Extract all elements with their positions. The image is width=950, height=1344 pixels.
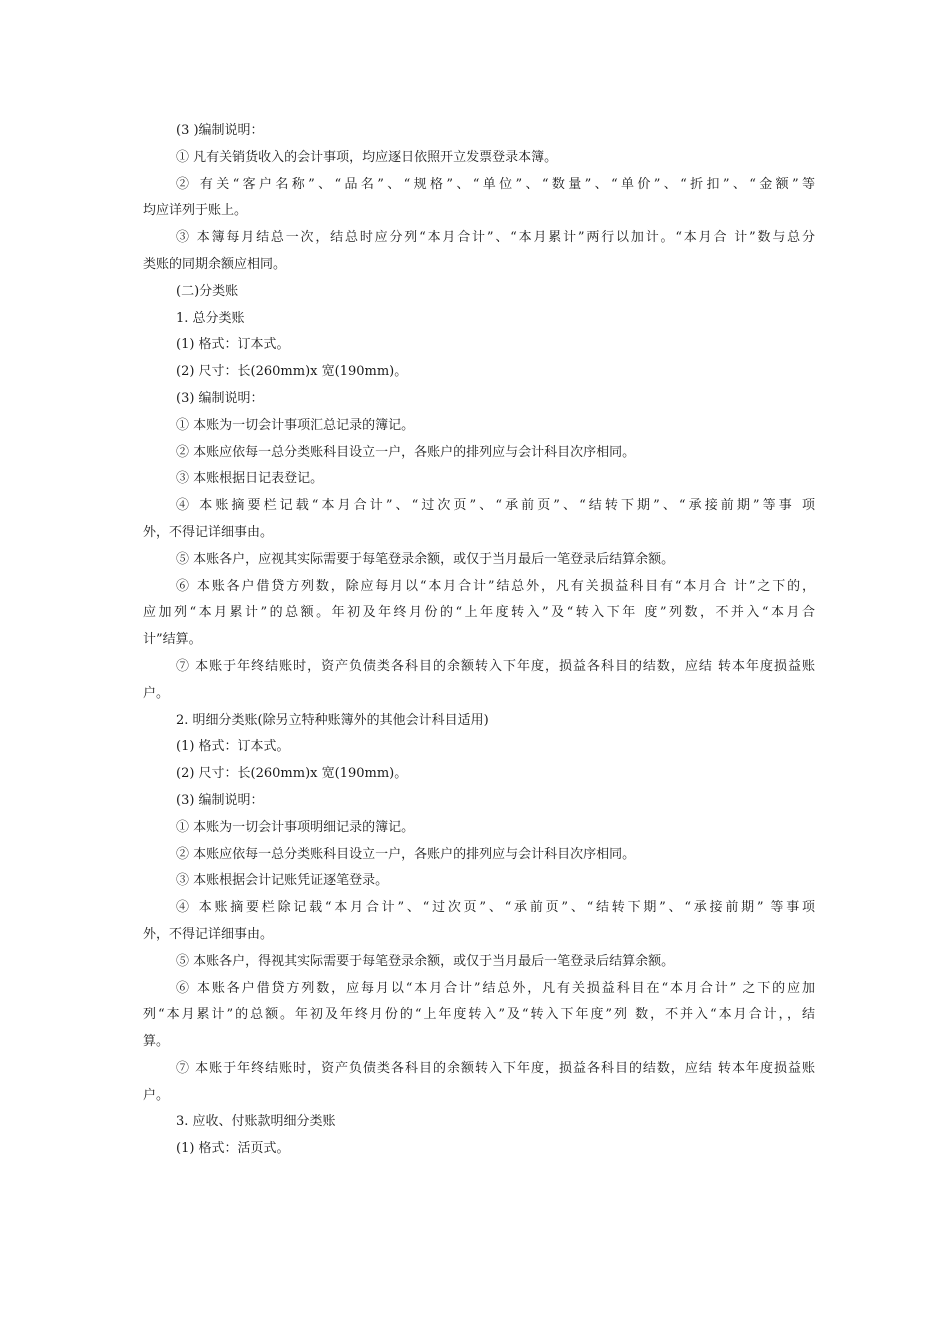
paragraph-line: (3) 编制说明： bbox=[176, 390, 264, 406]
paragraph-line: ⑦ 本账于年终结账时，资产负债类各科目的余额转入下年度，损益各科目的结数，应结 转本年度损益账 bbox=[176, 1060, 815, 1076]
section-heading: 1. 总分类账 bbox=[176, 310, 245, 326]
paragraph-line: ② 本账应依每一总分类账科目设立一户，各账户的排列应与会计科目次序相同。 bbox=[176, 846, 636, 862]
paragraph-line: ④ 本账摘要栏记载“本月合计”、“过次页”、“承前页”、“结转下期”、“承接前期”等事 项 bbox=[176, 498, 815, 514]
paragraph-line: 类账的同期余额应相同。 bbox=[143, 256, 287, 272]
paragraph-line: 外，不得记详细事由。 bbox=[143, 524, 274, 540]
paragraph-line: ① 本账为一切会计事项明细记录的簿记。 bbox=[176, 819, 415, 835]
section-heading: (3 )编制说明： bbox=[176, 123, 264, 138]
paragraph-line: 户。 bbox=[143, 1087, 170, 1103]
paragraph-line: 计”结算。 bbox=[143, 632, 202, 648]
section-heading: 3. 应收、付账款明细分类账 bbox=[176, 1114, 336, 1130]
paragraph-line: (1) 格式：订本式。 bbox=[176, 739, 290, 755]
paragraph-line: ③ 本账根据日记表登记。 bbox=[176, 471, 324, 487]
paragraph-line: ⑥ 本账各户借贷方列数，除应每月以“本月合计”结总外，凡有关损益科目有“本月合 计”之下的， bbox=[176, 578, 815, 594]
paragraph-line: (2) 尺寸：长(260mm)x 宽(190mm)。 bbox=[176, 766, 408, 782]
paragraph-line: 列“本月累计”的总额。年初及年终月份的“上年度转入”及“转入下年度”列 数，不并入“本月合计，，结 bbox=[143, 1007, 815, 1023]
paragraph-line: 应加列“本月累计”的总额。年初及年终月份的“上年度转入”及“转入下年 度”列数，不并入“本月合 bbox=[143, 605, 815, 621]
paragraph-line: ⑥ 本账各户借贷方列数，应每月以“本月合计”结总外，凡有关损益科目在“本月合计” 之下的应加 bbox=[176, 980, 815, 996]
section-heading: 2. 明细分类账(除另立特种账簿外的其他会计科目适用) bbox=[176, 712, 489, 728]
paragraph-line: ⑤ 本账各户，得视其实际需要于每笔登录余额，或仅于当月最后一笔登录后结算余额。 bbox=[176, 953, 675, 969]
section-heading: (二)分类账 bbox=[176, 283, 239, 299]
paragraph-line: 外，不得记详细事由。 bbox=[143, 926, 274, 942]
document-body bbox=[143, 118, 815, 1163]
paragraph-line: ④ 本账摘要栏除记载“本月合计”、“过次页”、“承前页”、“结转下期”、“承接前期” 等事项 bbox=[176, 900, 815, 916]
paragraph-line: ① 凡有关销货收入的会计事项，均应逐日依照开立发票登录本簿。 bbox=[176, 149, 558, 165]
paragraph-line: ② 本账应依每一总分类账科目设立一户，各账户的排列应与会计科目次序相同。 bbox=[176, 444, 636, 460]
paragraph-line: ③ 本账根据会计记账凭证逐笔登录。 bbox=[176, 873, 389, 889]
paragraph-line: ② 有关“客户名称”、“品名”、“规格”、“单位”、“数量”、“单价”、“折扣”、“金额”等 bbox=[176, 176, 816, 192]
paragraph-line: ⑦ 本账于年终结账时，资产负债类各科目的余额转入下年度，损益各科目的结数，应结 转本年度损益账 bbox=[176, 658, 815, 674]
paragraph-line: 均应详列于账上。 bbox=[143, 203, 248, 219]
paragraph-line: 算。 bbox=[143, 1034, 170, 1050]
paragraph-line: (3) 编制说明： bbox=[176, 792, 264, 808]
paragraph-line: (1) 格式：订本式。 bbox=[176, 337, 290, 353]
paragraph-line: ⑤ 本账各户，应视其实际需要于每笔登录余额，或仅于当月最后一笔登录后结算余额。 bbox=[176, 551, 675, 567]
paragraph-line: ③ 本簿每月结总一次，结总时应分列“本月合计”、“本月累计”两行以加计。“本月合 计”数与总分 bbox=[176, 230, 815, 246]
paragraph-line: ① 本账为一切会计事项汇总记录的簿记。 bbox=[176, 417, 415, 433]
paragraph-line: (1) 格式：活页式。 bbox=[176, 1141, 290, 1157]
paragraph-line: (2) 尺寸：长(260mm)x 宽(190mm)。 bbox=[176, 364, 408, 380]
paragraph-line: 户。 bbox=[143, 685, 170, 701]
